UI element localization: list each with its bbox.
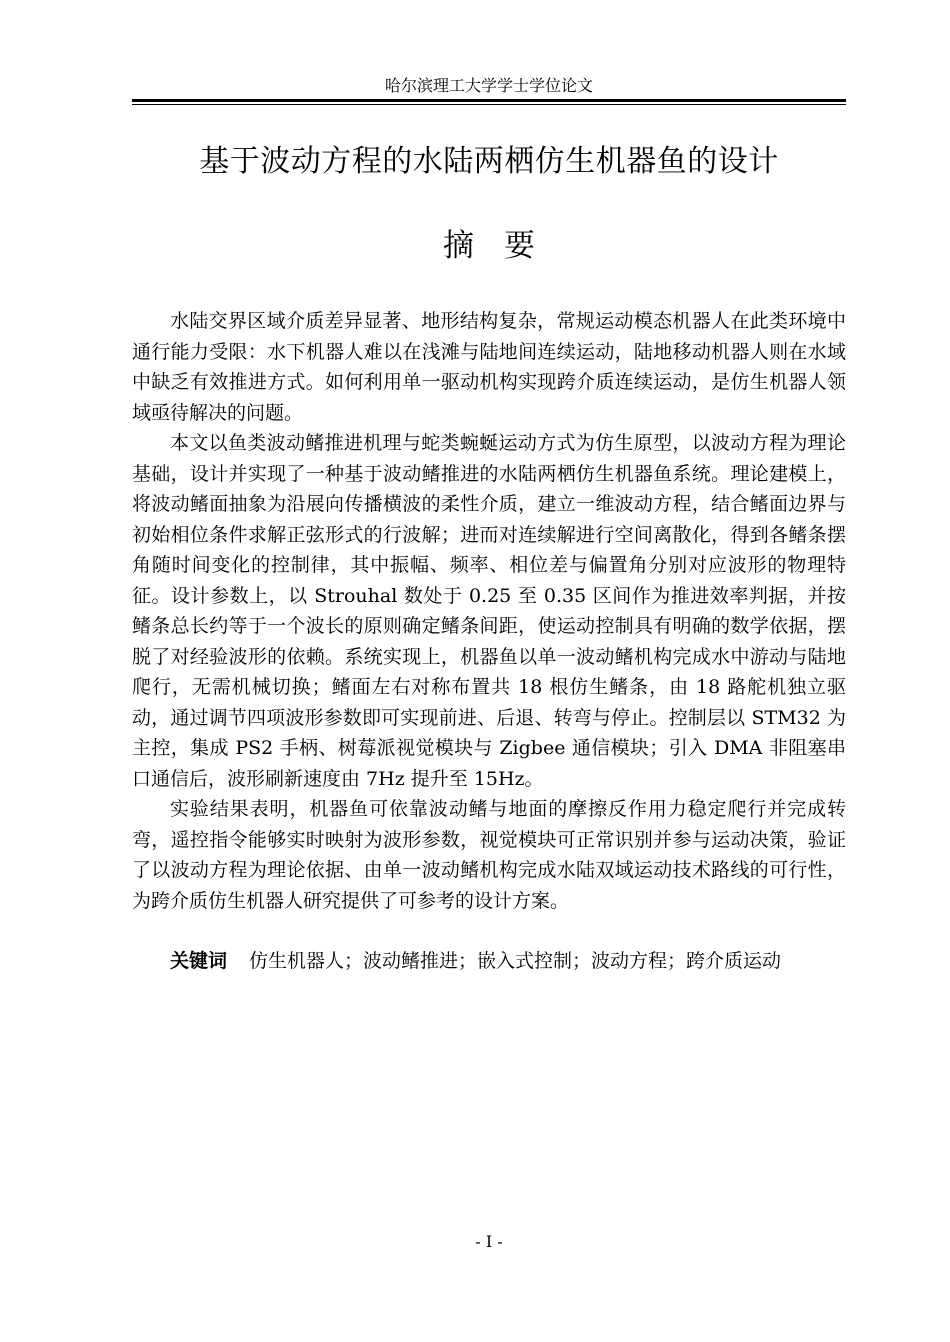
- abstract-paragraph-2: 本文以鱼类波动鳍推进机理与蛇类蜿蜒运动方式为仿生原型，以波动方程为理论基础，设计并实现了一种基于波动鳍推进的水陆两栖仿生机器鱼系统。理论建模上，将波动鳍面抽象为沿展向传播横波的柔性介质，建立一维波动方程，结合鳍面边界与初始相位条件求解正弦形式的行波解；进而对连续解进行空间离散化，得到各鳍条摆角随时间变化的控制律，其中振幅、频率、相位差与偏置角分别对应波形的物理特征。设计参数上，以 Strouhal 数处于 0.25 至 0.35 区间作为推进效率判据，并按鳍条总长约等于一个波长的原则确定鳍条间距，使运动控制具有明确的数学依据，摆脱了对经验波形的依赖。系统实现上，机器鱼以单一波动鳍机构完成水中游动与陆地爬行，无需机械切换；鳍面左右对称布置共 18 根仿生鳍条，由 18 路舵机独立驱动，通过调节四项波形参数即可实现前进、后退、转弯与停止。控制层以 STM32 为主控，集成 PS2 手柄、树莓派视觉模块与 Zigbee 通信模块；引入 DMA 非阻塞串口通信后，波形刷新速度由 7Hz 提升至 15Hz。: [132, 432, 846, 790]
- abstract-paragraph-3: 实验结果表明，机器鱼可依靠波动鳍与地面的摩擦反作用力稳定爬行并完成转弯，遥控指令能够实时映射为波形参数，视觉模块可正常识别并参与运动决策，验证了以波动方程为理论依据、由单一波动鳍机构完成水陆双域运动技术路线的可行性，为跨介质仿生机器人研究提供了可参考的设计方案。: [132, 798, 846, 912]
- header-rule-thick: [132, 99, 846, 102]
- thesis-title: 基于波动方程的水陆两栖仿生机器鱼的设计: [199, 144, 779, 179]
- page-number: - I -: [475, 1232, 503, 1251]
- keywords-label: 关键词: [170, 950, 228, 972]
- running-header: 哈尔滨理工大学学士学位论文: [384, 76, 593, 95]
- abstract-heading: 摘要: [443, 228, 565, 264]
- header-rule-thin: [132, 104, 846, 105]
- keywords-text: 仿生机器人；波动鳍推进；嵌入式控制；波动方程；跨介质运动: [249, 950, 782, 972]
- keywords-line: [132, 946, 846, 977]
- abstract-body: [132, 306, 846, 977]
- abstract-paragraph-1: 水陆交界区域介质差异显著、地形结构复杂，常规运动模态机器人在此类环境中通行能力受限：水下机器人难以在浅滩与陆地间连续运动，陆地移动机器人则在水域中缺乏有效推进方式。如何利用单一驱动机构实现跨介质连续运动，是仿生机器人领域亟待解决的问题。: [132, 310, 846, 424]
